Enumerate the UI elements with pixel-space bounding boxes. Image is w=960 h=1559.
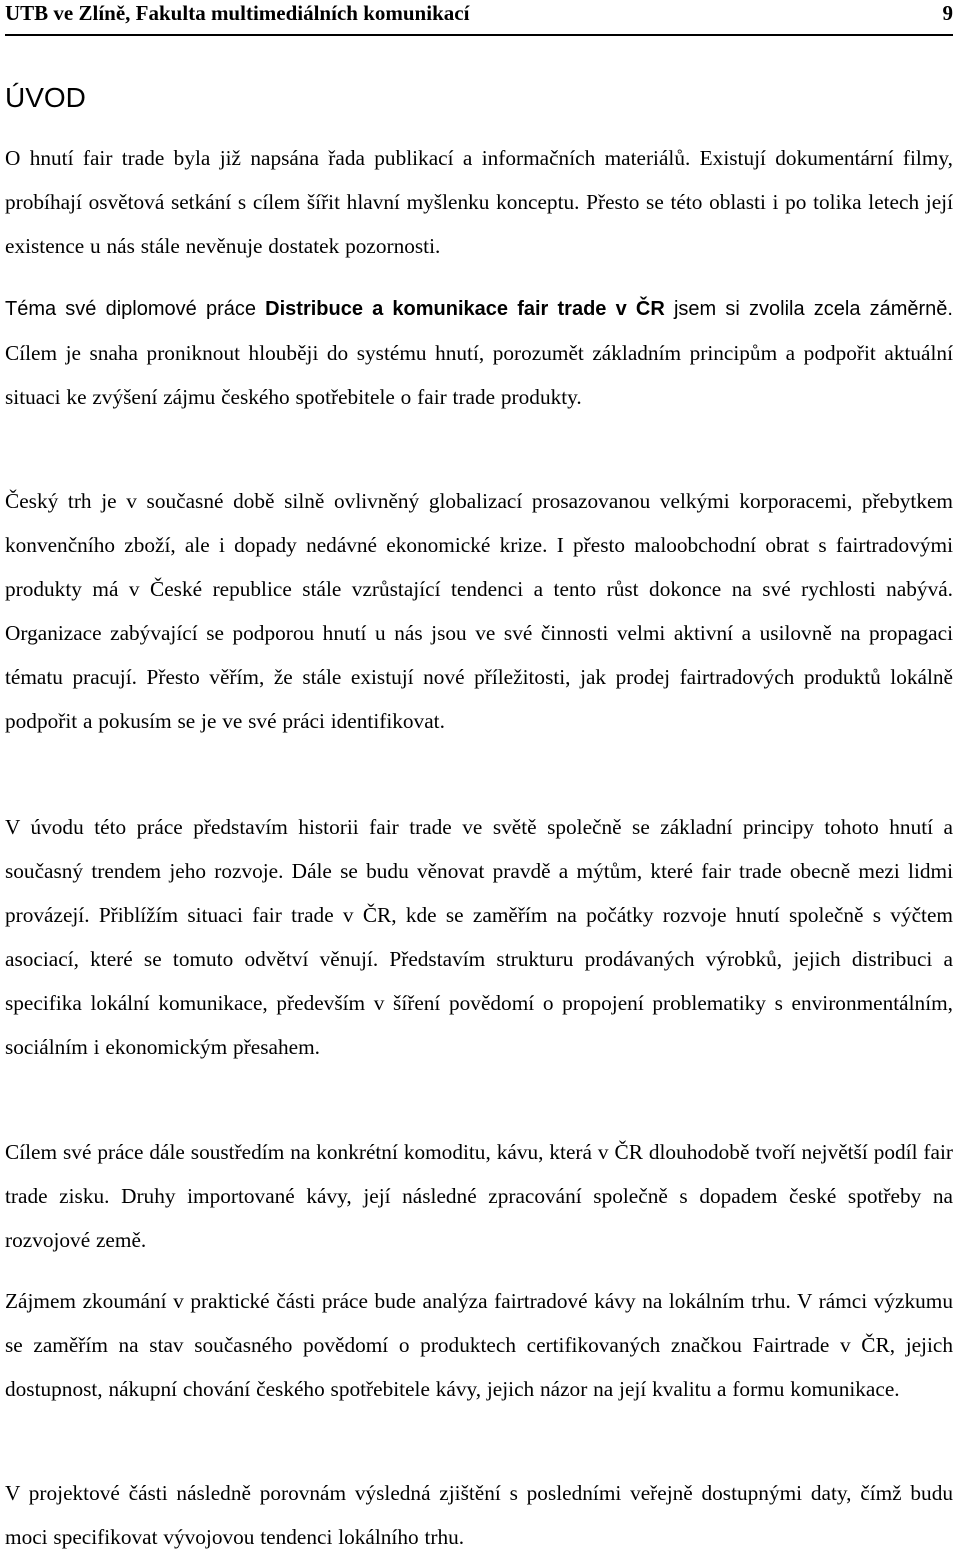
paragraph-topic-tail: jsem si zvolila zcela záměrně. — [664, 298, 953, 320]
paragraph-topic-lead: Téma své diplomové práce — [5, 298, 266, 320]
paragraph-intro: O hnutí fair trade byla již napsána řada publikací a informačních materiálů. Existují dokumentární filmy, probíhají osvětová setkání s cílem šířit hlavní myšlenku konceptu. Přesto se této oblasti i po tolika letech její existence u nás stále nevěnuje dostatek pozornosti. — [5, 146, 953, 259]
paragraph-research: Zájmem zkoumání v praktické části práce bude analýza fairtradové kávy na lokálním trhu. V rámci výzkumu se zaměřím na stav současného povědomí o produktech certifikovaných značkou Fairtrade v ČR, jejich dostupnost, nákupní chování českého spotřebitele kávy, jejich názor na její kvalitu a formu komunikace. — [5, 1289, 953, 1402]
paragraph-market: Český trh je v současné době silně ovlivněný globalizací prosazovanou velkými korporacemi, přebytkem konvenčního zboží, ale i dopady nedávné ekonomické krize. I přesto maloobchodní obrat s fairtradovými produkty má v České republice stále vzrůstající tendenci a tento růst dokonce na své rychlosti nabývá. Organizace zabývající se podporou hnutí u nás jsou ve své činnosti velmi aktivní a usilovně na propagaci tématu pracují. Přesto věřím, že stále existují nové příležitosti, jak prodej fairtradových produktů lokálně podpořit a pokusím se je ve své práci identifikovat. — [5, 489, 953, 734]
paragraph-topic-goal: Cílem je snaha proniknout hlouběji do systému hnutí, porozumět základním principům a podpořit aktuální situaci ke zvýšení zájmu českého spotřebitele o fair trade produkty. — [5, 341, 953, 410]
paragraph-structure: V úvodu této práce představím historii fair trade ve světě společně se základní principy tohoto hnutí a současný trendem jeho rozvoje. Dále se budu věnovat pravdě a mýtům, které fair trade obecně mezi lidmi provázejí. Přiblížím situaci fair trade v ČR, kde se zaměřím na počátky rozvoje hnutí společně s výčtem asociací, které se tomuto odvětví věnují. Představím strukturu prodávaných výrobků, jejich distribuci a specifika lokální komunikace, především v šíření povědomí o propojení problematiky s environmentálním, sociálním i ekonomickým přesahem. — [5, 815, 953, 1060]
thesis-title: Distribuce a komunikace fair trade v ČR — [265, 298, 665, 320]
section-heading: ÚVOD — [5, 82, 86, 113]
header-title: UTB ve Zlíně, Fakulta multimediálních komunikací — [5, 1, 470, 25]
paragraph-coffee: Cílem své práce dále soustředím na konkrétní komoditu, kávu, která v ČR dlouhodobě tvoří největší podíl fair trade zisku. Druhy importované kávy, její následné zpracování společně s dopadem české spotřeby na rozvojové země. — [5, 1140, 953, 1253]
paragraph-project: V projektové části následně porovnám výsledná zjištění s posledními veřejně dostupnými daty, čímž budu moci specifikovat vývojovou tendenci lokálního trhu. — [5, 1481, 953, 1550]
page-number: 9 — [942, 1, 953, 25]
paragraph-topic — [5, 286, 953, 419]
page-header — [5, 0, 953, 36]
